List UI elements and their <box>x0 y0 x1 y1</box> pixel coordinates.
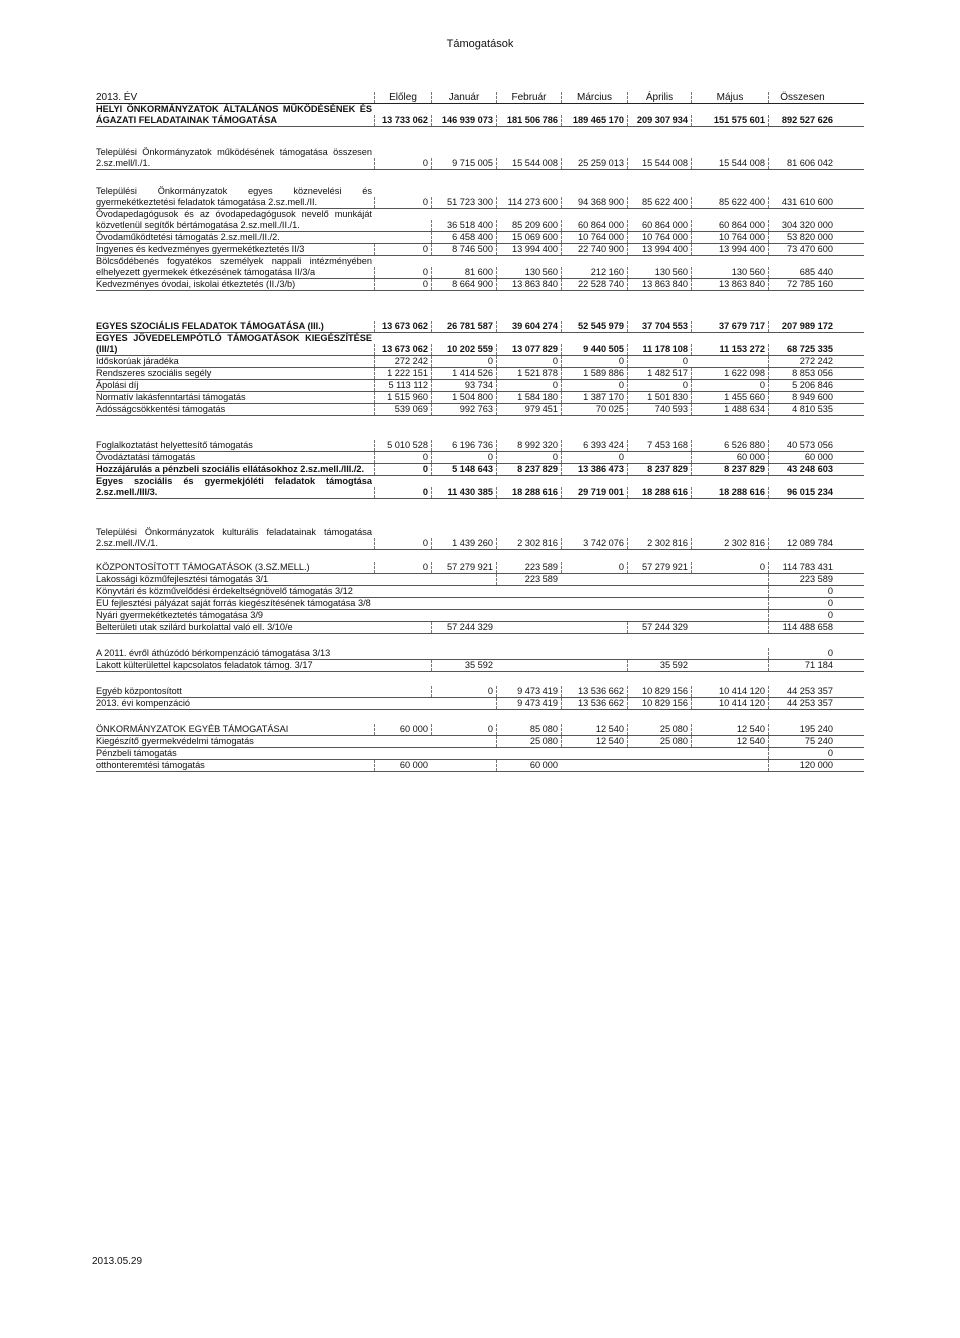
row-label: Települési Önkormányzatok egyes köznevelési és gyermekétkeztetési feladatok támogatása 2.sz.mell./II. <box>96 186 372 207</box>
row-value: 72 785 160 <box>768 279 836 290</box>
row-label: Egyes szociális és gyermekjóléti feladatok támogtása 2.sz.mell./III/3. <box>96 476 372 497</box>
row-value: 15 069 600 <box>496 232 561 243</box>
row-label: EGYES JÖVEDELEMPÓTLÓ TÁMOGATÁSOK KIEGÉSZÍTÉSE (III/1) <box>96 333 372 354</box>
row-value: 12 540 <box>691 736 768 747</box>
row-value: 1 515 960 <box>374 392 431 403</box>
row-value: 272 242 <box>768 356 836 367</box>
row-value: 6 526 880 <box>691 440 768 451</box>
row-value: 18 288 616 <box>627 487 691 498</box>
row-value: 304 320 000 <box>768 220 836 231</box>
table-row <box>96 648 864 660</box>
row-value: 7 453 168 <box>627 440 691 451</box>
row-value: 13 536 662 <box>561 686 627 697</box>
table-row <box>96 622 864 634</box>
header-january: Január <box>431 92 496 103</box>
row-value: 13 673 062 <box>374 321 431 332</box>
table-row <box>96 256 864 279</box>
row-label: Települési Önkormányzatok működésének támogatása összesen 2.sz.mell/I./1. <box>96 147 372 168</box>
row-label: Adósságcsökkentési támogatás <box>96 404 226 414</box>
row-value: 2 302 816 <box>627 538 691 549</box>
table-row <box>96 527 864 550</box>
row-value: 207 989 172 <box>768 321 836 332</box>
row-value: 13 077 829 <box>496 344 561 355</box>
row-value: 9 473 419 <box>496 698 561 709</box>
row-value: 60 864 000 <box>691 220 768 231</box>
row-value: 151 575 601 <box>691 115 768 126</box>
row-label: EGYES SZOCIÁLIS FELADATOK TÁMOGATÁSA (III.) <box>96 321 324 331</box>
row-value: 0 <box>431 686 496 697</box>
row-value: 29 719 001 <box>561 487 627 498</box>
row-value: 5 113 112 <box>374 380 431 391</box>
table-row <box>96 186 864 209</box>
row-value: 0 <box>768 586 836 597</box>
row-value: 0 <box>374 244 431 255</box>
row-value: 18 288 616 <box>496 487 561 498</box>
row-value: 0 <box>374 279 431 290</box>
header-may: Május <box>691 92 768 103</box>
row-value: 0 <box>768 748 836 759</box>
row-label: Foglalkoztatást helyettesítő támogatás <box>96 440 253 450</box>
row-label: Települési Önkormányzatok kulturális feladatainak támogatása 2.sz.mell./IV./1. <box>96 527 372 548</box>
row-value: 114 273 600 <box>496 197 561 208</box>
row-value: 70 025 <box>561 404 627 415</box>
row-value: 9 440 505 <box>561 344 627 355</box>
row-value: 195 240 <box>768 724 836 735</box>
row-value: 26 781 587 <box>431 321 496 332</box>
row-value: 60 000 <box>496 760 561 771</box>
spacer-row <box>96 550 864 562</box>
table-header <box>96 90 864 104</box>
row-value: 0 <box>768 598 836 609</box>
spacer-row <box>96 170 864 186</box>
spacer-row <box>96 499 864 527</box>
row-value: 8 992 320 <box>496 440 561 451</box>
row-value: 146 939 073 <box>431 115 496 126</box>
table-row <box>96 686 864 698</box>
table-row <box>96 610 864 622</box>
row-value: 15 544 008 <box>691 158 768 169</box>
row-value: 35 592 <box>431 660 496 671</box>
row-value: 71 184 <box>768 660 836 671</box>
row-value: 0 <box>431 724 496 735</box>
row-value: 5 148 643 <box>431 464 496 475</box>
table-row <box>96 464 864 476</box>
row-value: 0 <box>431 452 496 463</box>
row-value: 60 864 000 <box>627 220 691 231</box>
row-label: EU fejlesztési pályázat saját forrás kiegészítésének támogatása 3/8 <box>96 598 371 608</box>
row-value: 60 000 <box>691 452 768 463</box>
row-value: 1 584 180 <box>496 392 561 403</box>
row-value: 85 622 400 <box>691 197 768 208</box>
table-row <box>96 748 864 760</box>
table-row <box>96 440 864 452</box>
row-value: 10 414 120 <box>691 686 768 697</box>
row-value: 15 544 008 <box>627 158 691 169</box>
row-label: Óvodapedagógusok és az óvodapedagógusok nevelő munkáját közvetlenül segítők bértámogatása 2.sz.mell./II./1. <box>96 209 372 230</box>
row-label: Kiegészítő gyermekvédelmi támogatás <box>96 736 254 746</box>
row-value: 12 540 <box>561 736 627 747</box>
row-value: 13 863 840 <box>496 279 561 290</box>
row-value: 5 010 528 <box>374 440 431 451</box>
row-value: 0 <box>374 487 431 498</box>
row-value: 44 253 357 <box>768 686 836 697</box>
row-value: 1 521 878 <box>496 368 561 379</box>
row-value: 0 <box>374 538 431 549</box>
table-row <box>96 736 864 748</box>
table-row <box>96 209 864 232</box>
table-body <box>96 104 864 772</box>
row-value: 39 604 274 <box>496 321 561 332</box>
row-value: 0 <box>768 610 836 621</box>
row-value: 44 253 357 <box>768 698 836 709</box>
row-value: 0 <box>496 452 561 463</box>
row-value: 53 820 000 <box>768 232 836 243</box>
row-value: 37 679 717 <box>691 321 768 332</box>
row-value: 12 540 <box>561 724 627 735</box>
row-label: Pénzbeli támogatás <box>96 748 177 758</box>
row-label: Hozzájárulás a pénzbeli szociális ellátásokhoz 2.sz.mell./III./2. <box>96 464 365 474</box>
table-row <box>96 452 864 464</box>
row-value: 22 528 740 <box>561 279 627 290</box>
table-row <box>96 698 864 710</box>
table-row <box>96 574 864 586</box>
row-value: 13 994 400 <box>691 244 768 255</box>
row-value: 10 829 156 <box>627 686 691 697</box>
row-value: 979 451 <box>496 404 561 415</box>
table-row <box>96 724 864 736</box>
row-value: 68 725 335 <box>768 344 836 355</box>
row-value: 0 <box>561 356 627 367</box>
row-value: 25 080 <box>496 736 561 747</box>
table-row <box>96 760 864 772</box>
row-value: 0 <box>691 380 768 391</box>
row-value: 10 764 000 <box>561 232 627 243</box>
row-value: 5 206 846 <box>768 380 836 391</box>
row-value: 60 000 <box>768 452 836 463</box>
row-value: 13 863 840 <box>627 279 691 290</box>
row-value: 13 863 840 <box>691 279 768 290</box>
row-value: 13 994 400 <box>627 244 691 255</box>
row-label: 2013. évi kompenzáció <box>96 698 190 708</box>
row-value: 8 664 900 <box>431 279 496 290</box>
row-label: Könyvtári és közművelődési érdekeltségnövelő támogatás 3/12 <box>96 586 353 596</box>
row-label: HELYI ÖNKORMÁNYZATOK ÁLTALÁNOS MŰKÖDÉSÉNEK ÉS ÁGAZATI FELADATAINAK TÁMOGATÁSA <box>96 104 372 125</box>
row-value: 0 <box>374 158 431 169</box>
row-label: ÖNKORMÁNYZATOK EGYÉB TÁMOGATÁSAI <box>96 724 289 734</box>
row-value: 272 242 <box>374 356 431 367</box>
header-march: Március <box>561 92 627 103</box>
row-value: 73 470 600 <box>768 244 836 255</box>
row-value: 0 <box>431 356 496 367</box>
row-value: 0 <box>374 267 431 278</box>
row-value: 57 279 921 <box>627 562 691 573</box>
row-value: 57 279 921 <box>431 562 496 573</box>
row-label: Óvodaműködtetési támogatás 2.sz.mell./II./2. <box>96 232 280 242</box>
row-value: 1 482 517 <box>627 368 691 379</box>
row-value: 60 000 <box>374 760 431 771</box>
row-value: 11 178 108 <box>627 344 691 355</box>
row-value: 81 600 <box>431 267 496 278</box>
row-value: 8 237 829 <box>691 464 768 475</box>
row-value: 6 393 424 <box>561 440 627 451</box>
row-value: 1 222 151 <box>374 368 431 379</box>
row-value: 9 473 419 <box>496 686 561 697</box>
row-value: 0 <box>627 380 691 391</box>
row-value: 11 153 272 <box>691 344 768 355</box>
header-april: Április <box>627 92 691 103</box>
spacer-row <box>96 710 864 724</box>
row-value: 0 <box>561 562 627 573</box>
row-value: 0 <box>374 562 431 573</box>
row-value: 0 <box>691 562 768 573</box>
row-value: 0 <box>496 380 561 391</box>
row-value: 10 764 000 <box>691 232 768 243</box>
row-value: 212 160 <box>561 267 627 278</box>
row-value: 75 240 <box>768 736 836 747</box>
row-value: 209 307 934 <box>627 115 691 126</box>
row-label: Rendszeres szociális segély <box>96 368 212 378</box>
spacer-row <box>96 416 864 440</box>
row-label: Ingyenes és kedvezményes gyermekétkeztetés II/3 <box>96 244 305 254</box>
row-label: Belterületi utak szilárd burkolattal való ell. 3/10/e <box>96 622 293 632</box>
header-advance: Előleg <box>374 92 431 103</box>
table-row <box>96 356 864 368</box>
table-row <box>96 562 864 574</box>
row-value: 12 089 784 <box>768 538 836 549</box>
row-value: 8 237 829 <box>627 464 691 475</box>
row-value: 85 622 400 <box>627 197 691 208</box>
row-value: 120 000 <box>768 760 836 771</box>
row-value: 10 764 000 <box>627 232 691 243</box>
spacer-row <box>96 291 864 321</box>
row-value: 0 <box>496 356 561 367</box>
table-row <box>96 368 864 380</box>
row-value: 51 723 300 <box>431 197 496 208</box>
row-value: 25 259 013 <box>561 158 627 169</box>
table-row <box>96 392 864 404</box>
table-row <box>96 660 864 672</box>
row-value: 8 746 500 <box>431 244 496 255</box>
row-value: 13 733 062 <box>374 115 431 126</box>
row-label: Bölcsődébenés fogyatékos személyek nappali intézményében elhelyezett gyermekek étkezésének támogatása II/3/a <box>96 256 372 277</box>
row-value: 431 610 600 <box>768 197 836 208</box>
table-row <box>96 598 864 610</box>
row-value: 10 414 120 <box>691 698 768 709</box>
footer-date: 2013.05.29 <box>92 1256 143 1267</box>
row-value: 8 237 829 <box>496 464 561 475</box>
row-value: 130 560 <box>496 267 561 278</box>
row-value: 0 <box>561 380 627 391</box>
header-total: Összesen <box>768 92 836 103</box>
row-value: 9 715 005 <box>431 158 496 169</box>
table-row <box>96 279 864 291</box>
row-value: 1 501 830 <box>627 392 691 403</box>
row-value: 223 589 <box>496 574 561 585</box>
row-value: 81 606 042 <box>768 158 836 169</box>
row-value: 15 544 008 <box>496 158 561 169</box>
row-value: 181 506 786 <box>496 115 561 126</box>
row-value: 10 202 559 <box>431 344 496 355</box>
row-label: Kedvezményes óvodai, iskolai étkeztetés (II./3/b) <box>96 279 296 289</box>
row-value: 685 440 <box>768 267 836 278</box>
row-value: 3 742 076 <box>561 538 627 549</box>
table-row <box>96 380 864 392</box>
row-value: 1 439 260 <box>431 538 496 549</box>
row-label: Lakossági közműfejlesztési támogatás 3/1 <box>96 574 269 584</box>
row-value: 2 302 816 <box>496 538 561 549</box>
row-label: KÖZPONTOSÍTOTT TÁMOGATÁSOK (3.SZ.MELL.) <box>96 562 310 572</box>
row-value: 12 540 <box>691 724 768 735</box>
row-value: 0 <box>374 197 431 208</box>
row-value: 892 527 626 <box>768 115 836 126</box>
row-value: 13 536 662 <box>561 698 627 709</box>
row-value: 96 015 234 <box>768 487 836 498</box>
table-row <box>96 333 864 356</box>
row-value: 539 069 <box>374 404 431 415</box>
row-value: 60 000 <box>374 724 431 735</box>
row-value: 2 302 816 <box>691 538 768 549</box>
row-value: 1 455 660 <box>691 392 768 403</box>
row-value: 0 <box>561 452 627 463</box>
row-value: 25 080 <box>627 736 691 747</box>
row-value: 1 488 634 <box>691 404 768 415</box>
row-value: 1 387 170 <box>561 392 627 403</box>
row-value: 94 368 900 <box>561 197 627 208</box>
row-value: 0 <box>768 648 836 659</box>
row-value: 6 458 400 <box>431 232 496 243</box>
spacer-row <box>96 634 864 648</box>
row-value: 1 414 526 <box>431 368 496 379</box>
row-label: Lakott külterülettel kapcsolatos feladatok támog. 3/17 <box>96 660 313 670</box>
row-value: 740 593 <box>627 404 691 415</box>
table-row <box>96 404 864 416</box>
row-value: 13 386 473 <box>561 464 627 475</box>
row-label: Ápolási díj <box>96 380 139 390</box>
row-value: 43 248 603 <box>768 464 836 475</box>
row-value: 114 783 431 <box>768 562 836 573</box>
subsidy-table <box>96 90 864 772</box>
row-value: 22 740 900 <box>561 244 627 255</box>
row-label: Egyéb központosított <box>96 686 182 696</box>
row-value: 35 592 <box>627 660 691 671</box>
row-label: Óvodáztatási támogatás <box>96 452 196 462</box>
spacer-row <box>96 672 864 686</box>
table-row <box>96 321 864 333</box>
table-row <box>96 476 864 499</box>
row-value: 57 244 329 <box>627 622 691 633</box>
row-label: Nyári gyermekétkeztetés támogatása 3/9 <box>96 610 263 620</box>
row-value: 13 673 062 <box>374 344 431 355</box>
row-value: 10 829 156 <box>627 698 691 709</box>
row-value: 85 080 <box>496 724 561 735</box>
row-value: 6 196 736 <box>431 440 496 451</box>
table-row <box>96 104 864 127</box>
row-value: 0 <box>374 464 431 475</box>
row-value: 4 810 535 <box>768 404 836 415</box>
row-value: 40 573 056 <box>768 440 836 451</box>
table-row <box>96 586 864 598</box>
row-value: 11 430 385 <box>431 487 496 498</box>
row-value: 36 518 400 <box>431 220 496 231</box>
table-row <box>96 232 864 244</box>
row-value: 223 589 <box>768 574 836 585</box>
row-value: 60 864 000 <box>561 220 627 231</box>
row-value: 992 763 <box>431 404 496 415</box>
row-value: 25 080 <box>627 724 691 735</box>
row-value: 1 622 098 <box>691 368 768 379</box>
spacer-row <box>96 127 864 147</box>
row-value: 93 734 <box>431 380 496 391</box>
page-title: Támogatások <box>446 38 514 50</box>
row-value: 13 994 400 <box>496 244 561 255</box>
row-value: 37 704 553 <box>627 321 691 332</box>
row-value: 130 560 <box>627 267 691 278</box>
row-label: Normatív lakásfenntartási támogatás <box>96 392 246 402</box>
row-value: 8 853 056 <box>768 368 836 379</box>
row-value: 0 <box>374 452 431 463</box>
row-value: 189 465 170 <box>561 115 627 126</box>
row-value: 1 589 886 <box>561 368 627 379</box>
row-value: 57 244 329 <box>431 622 496 633</box>
row-value: 1 504 800 <box>431 392 496 403</box>
row-label: A 2011. évről áthúzódó bérkompenzáció támogatása 3/13 <box>96 648 331 658</box>
table-row <box>96 147 864 170</box>
row-value: 18 288 616 <box>691 487 768 498</box>
row-label: otthonteremtési támogatás <box>96 760 205 770</box>
header-year: 2013. ÉV <box>96 92 138 103</box>
row-value: 85 209 600 <box>496 220 561 231</box>
row-value: 223 589 <box>496 562 561 573</box>
row-value: 8 949 600 <box>768 392 836 403</box>
row-value: 52 545 979 <box>561 321 627 332</box>
row-value: 114 488 658 <box>768 622 836 633</box>
row-value: 130 560 <box>691 267 768 278</box>
row-value: 0 <box>627 356 691 367</box>
row-label: Időskorúak járadéka <box>96 356 179 366</box>
table-row <box>96 244 864 256</box>
header-february: Február <box>496 92 561 103</box>
